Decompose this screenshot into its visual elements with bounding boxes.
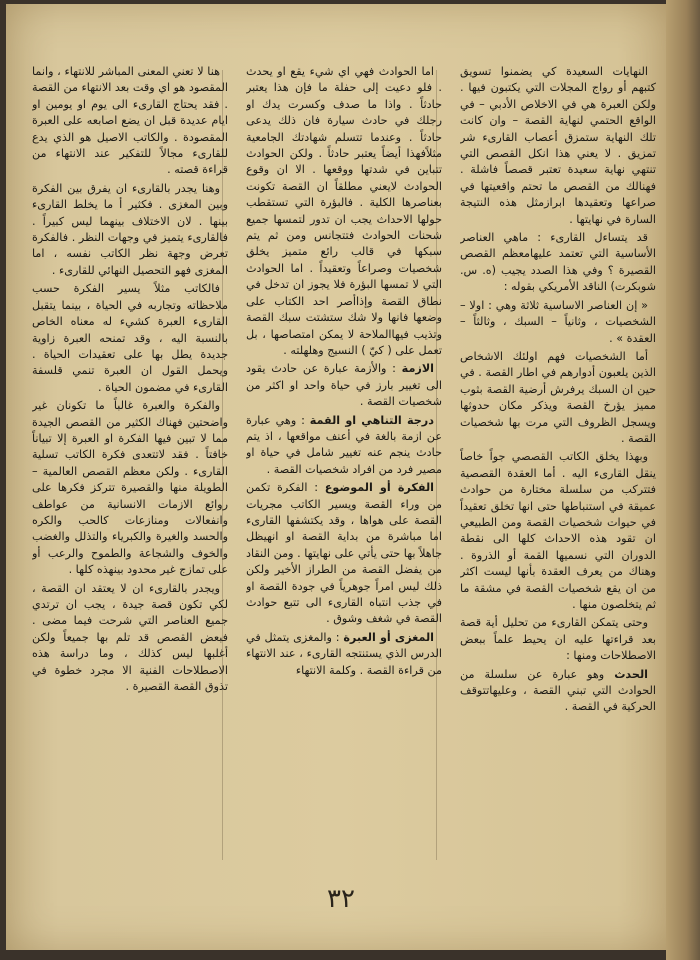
paragraph: قد يتساءل القارىء : ماهي العناصر الأساسية التي تعتمد عليهامعظم القصص القصيرة ؟ وفي هذا الصدد يجيب (ه. س. شوبكرت) الناقد الأمريكي بقوله : <box>460 231 656 294</box>
paragraph <box>460 667 656 716</box>
paragraph: اما الحوادث فهي اي شيء يقع او يحدث . فلو دعيت إلى حفلة ما فإن هذا يعتبر حادثاً . واذا ما صدف وكسرت يدك او رجلك في حادث سيارة فان ذلك يدعى حادثاً . وعندما تتسلم شهادتك الجامعية مثلاًفهذا أيضاً يعتبر حادثاً . ولكن الحوادث تتباين في شدتها ووقعها . الا ان وقوع الحوادث لايعني مطلقاً ان القصة تكونت بعناصرها الكلية . فالبؤرة التي تستقطب حولها الاحداث يجب ان تدور لتمسها جميع شحنات الحوادث فتتجانس ومن ثم يتم سبكها في قالب رائع متميز يخلق شخصيات وصراعاً وتعقيداً . اما الحوادث التي لا تمسها البؤرة فلا يجوز ان تدخل في نطاق القصة وإذاأصر احد الكتاب على وضعها فانها ولا شك ستشتت سبك القصة وتذيب فيهاالملاحة لا يمكن امتصاصها ، بل تعمل على ( كيّ ) النسيج وهلهلته . <box>246 65 442 357</box>
paragraph: وهنا يجدر بالقارىء ان يفرق بين الفكرة وبين المغزى . فكثير أ ما يخلط القارىء بينها . لان الاختلاف بينهما ليس كبيراً . فالقارىء يتميز في وجهات النظر . فالفكرة تعرض وجهة نظر الكاتب نفسه ، اما المغزى فهو التحصيل النهائي للقارىء . <box>32 181 228 277</box>
page-number: ٣٢ <box>327 884 355 914</box>
paragraph: وحتى يتمكن القارىء من تحليل أية قصة بعد قراءتها عليه ان يحيط علماً ببعض الاصطلاحات ومنها : <box>460 616 656 663</box>
paragraph: فالكاتب مثلاً يسير الفكرة حسب ملاحظاته وتجاربه في الحياة ، بينما يتقبل القارىء العبرة كشيء له معناه الخاص بالنسبة اليه ، وقد تمنحه العبرة زاوية جديدة يطل بها على تعقيدات الحياة . ويحمل القول ان العبرة تنمي قلسفة القارىء في مضمون الحياة . <box>32 282 228 394</box>
magazine-page <box>6 4 670 950</box>
paragraph: هنا لا تعني المعنى المباشر للانتهاء ، وانما المقصود هو اي وقت بعد الانتهاء من القصة . فقد يحتاج القارىء الى يوم او يومين او ايام عديدة قبل ان يضع اصابعه على العبرة المقصودة . والكاتب الاصيل هو الذي يدع للقارىء مجالاً للتفكير عند الانتهاء من قراءة قصته . <box>32 65 228 177</box>
paragraph: أما الشخصيات فهم اولئك الاشخاص الذين يلعبون أدوارهم في اطار القصة . في حين ان السبك يرفرش أرضية القصة بثوب مميز يؤرخ القصة ويذكر مكان حدوثها ويسجل الظروف التي مرت بها شخصيات القصة . <box>460 349 656 445</box>
term-definition: : الفكرة تكمن من وراء القصة ويسير الكاتب مجريات القصة على هواها ، وقد يكتشفها القارىء اما مباشرة من بداية القصة او انهيظل جاهلاً بها حتى يأتي على نهايتها . ومن النقاد من يفضل القصة من الطراز الأخير ولكن ذلك ليس امراً جوهرياً في جودة القصة او في جذب انتباه القارىء الى تتبع حوادث القصة في شغف وشوق . <box>246 481 442 626</box>
term-heading: الحدث <box>614 667 648 681</box>
term-heading: الفكرة أو الموضوع <box>324 481 434 495</box>
book-edge <box>666 0 700 960</box>
column-divider <box>222 70 223 860</box>
paragraph <box>246 361 442 410</box>
term-definition: وهو عبارة عن سلسلة من الحوادث التي تبني القصة ، وعليهاتتوقف الحركية في القصة . <box>460 667 656 714</box>
paragraph: النهايات السعيدة كي يضمنوا تسويق كتبهم أو رواج المجلات التي يكتبون فيها . ولكن العبرة هي في الاخلاص الأدبي – في الواقع الحتمي لنهاية القصة – وان كانت تلك النهاية ستمزق أعصاب القارىء شر تمزيق . لا يعني هذا انكل القصص التي تنتهي نهاية سعيدة تعتبر قصصاً فاشلة . فهنالك من القصص ما تحتم واقعيتها في صراعها وتعقيدها ابرازمثل هذه النتيجة السارة في نهايتها . <box>460 65 656 226</box>
column-left <box>32 64 228 864</box>
paragraph <box>246 480 442 628</box>
paragraph: ويجدر بالقارىء ان لا يعتقد ان القصة ، لكي تكون قصة جيدة ، يجب ان ترتدي جميع العناصر التي شرحت فيما مضى . فبعض القصص قد تلم بها جميعاً ولكن أغلبها ليس كذلك ، وما دراسة هذه الاصطلاحات الفنية الا مجرد خطوة في تذوق القصة القصيرة . <box>32 581 228 694</box>
column-middle <box>246 64 442 864</box>
term-heading: المغزى أو العبرة <box>343 630 434 644</box>
term-definition: : والأزمة عبارة عن حادث يقود الى تغيير بارز في حياة واحد او اكثر من شخصيات القصة . <box>246 362 442 409</box>
column-right <box>460 64 656 864</box>
text-columns <box>20 64 656 864</box>
paragraph <box>246 413 442 479</box>
paragraph: والفكرة والعبرة غالباً ما تكونان غير واضحتين فهناك الكثير من القصص الجيدة مما لا تبين فيها الفكرة او العبرة إلا تبياناً خافتاً . فقد لاتتعدى فكرة الكاتب تسلية القارىء . ولكن معظم القصص العالمية – الطويلة منها والقصيرة تتركز فكرها على روائع الازمات الانسانية من عواطف وانفعالات ومنازعات كالحب والكره والحسد والغيرة والكبرياء والتذلل والغضب والخوف والشجاعة والطموح والرعب أو على تمازج غير محدود بينهذه كلها . <box>32 399 228 577</box>
paragraph <box>246 630 442 679</box>
column-divider <box>436 70 437 860</box>
term-definition: : والمغزى يتمثل في الدرس الذي يستنتجه القارىء ، عند الانتهاء من قراءة القصة . وكلمة الانتهاء <box>246 630 442 677</box>
term-heading: درجة التناهي او القمة <box>309 413 434 427</box>
paragraph: « إن العناصر الاساسية ثلاثة وهي : اولا – الشخصيات ، وثانياً – السبك ، وثالثاً – العقدة » . <box>460 298 656 345</box>
paragraph: وبهذا يخلق الكاتب القصصي جواً خاصاً ينقل القارىء اليه . أما العقدة القصصية فتتركب من سلسلة مختارة من حوادث عميقة في استنباطها حتى انها تخلق تعقيداً في حيوات شخصيات القصة ومن الطبيعي ان تقود هذه الاحداث كلها الى نقطة الدوران التي نسميها القمة أو الذروة . وهناك من يعرف العقدة بأنها ليست اكثر من ان يقع شخصيات القصة في مشقة ما ثم يتخلصون منها . <box>460 450 656 611</box>
term-definition: : وهي عبارة عن ازمة بالغة في أعنف مواقعها ، اذ يتم حادث ينجم عنه تغيير شامل في حياة او مصير فرد من افراد شخصيات القصة . <box>246 413 442 476</box>
term-heading: الازمة <box>401 362 434 376</box>
